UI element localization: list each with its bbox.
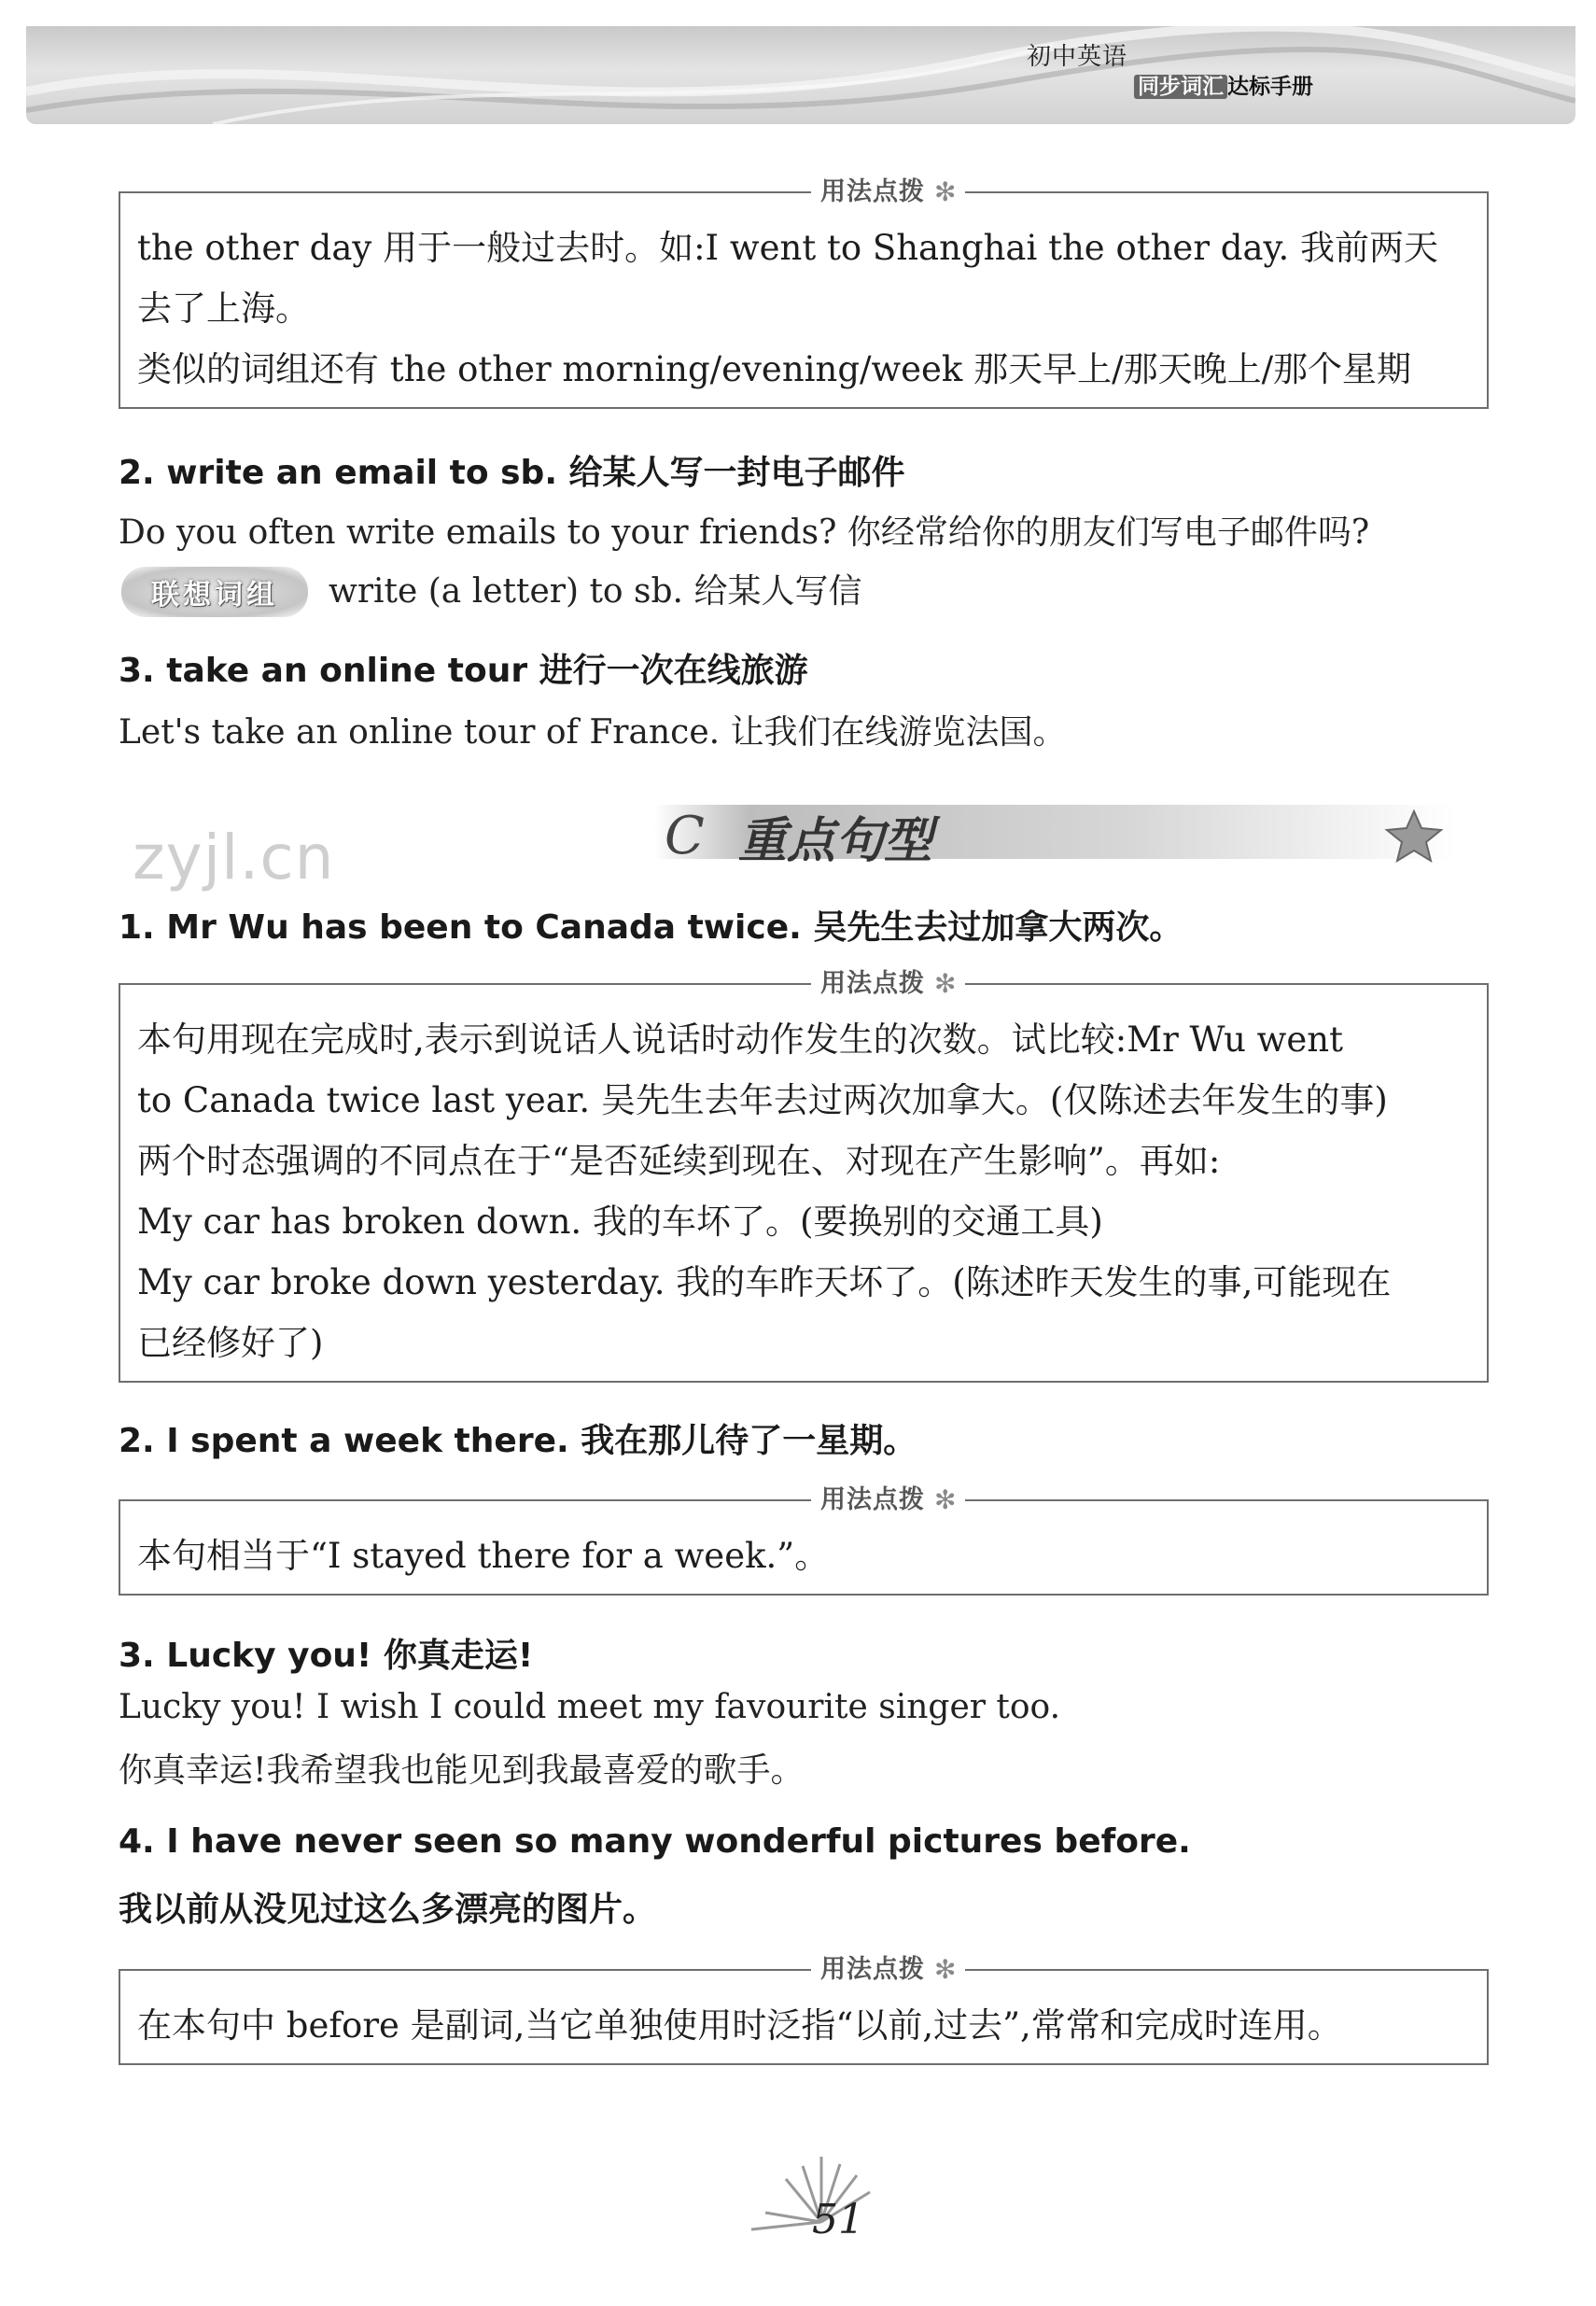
note-line: 已经修好了) [137, 1323, 324, 1363]
section-name: 重点句型 [737, 812, 932, 869]
usage-note-week [119, 1483, 1489, 1596]
book-series-title [1134, 69, 1313, 100]
section-letter: C [665, 806, 705, 866]
link-phrase-text: write (a letter) to sb. 给某人写信 [329, 572, 862, 611]
usage-note-label: 用法点拨 [820, 1484, 925, 1514]
sentence-example-cn-3: 你真幸运!我希望我也能见到我最喜爱的歌手。 [119, 1751, 805, 1790]
header-swoosh-decoration [26, 26, 1575, 124]
book-subject-title: 初中英语 [1027, 43, 1128, 71]
book-series-rest: 达标手册 [1227, 75, 1313, 99]
sentence-heading-3: 3. Lucky you! 你真走运! [119, 1637, 534, 1675]
sentence-heading-2: 2. I spent a week there. 我在那儿待了一星期。 [119, 1422, 917, 1460]
note-line: 本句相当于“I stayed there for a week.”。 [137, 1536, 830, 1576]
phrase-heading-email: 2. write an email to sb. 给某人写一封电子邮件 [119, 454, 905, 492]
phrase-example-email: Do you often write emails to your friends? 你经常给你的朋友们写电子邮件吗? [119, 513, 1370, 552]
snowflake-icon: ✻ [934, 176, 957, 207]
snowflake-icon: ✻ [934, 1483, 957, 1515]
link-phrase-badge: 联想词组 [121, 567, 308, 617]
note-line: 两个时态强调的不同点在于“是否延续到现在、对现在产生影响”。再如: [137, 1141, 1221, 1181]
note-line: 去了上海。 [137, 288, 310, 329]
sentence-heading-4: 4. I have never seen so many wonderful pictures before. [119, 1822, 1191, 1861]
note-line: My car broke down yesterday. 我的车昨天坏了。(陈述昨天发生的事,可能现在 [137, 1262, 1392, 1302]
note-line: 在本句中 before 是副词,当它单独使用时泛指“以前,过去”,常常和完成时连用。 [137, 2005, 1342, 2046]
note-line: My car has broken down. 我的车坏了。(要换别的交通工具) [137, 1202, 1103, 1242]
sentence-heading-1: 1. Mr Wu has been to Canada twice. 吴先生去过加拿大两次。 [119, 908, 1183, 947]
book-series-highlight: 同步词汇 [1134, 75, 1227, 99]
usage-note-twice [119, 967, 1489, 1383]
usage-note-tag [811, 173, 965, 210]
page-header-band [26, 26, 1575, 124]
note-line: 本句用现在完成时,表示到说话人说话时动作发生的次数。试比较:Mr Wu went [137, 1019, 1343, 1060]
usage-note-label: 用法点拨 [820, 1954, 925, 1984]
watermark: zyjl.cn [133, 822, 335, 893]
usage-note-label: 用法点拨 [820, 176, 925, 206]
usage-note-before [119, 1953, 1489, 2065]
star-icon [1381, 808, 1447, 864]
note-line: to Canada twice last year. 吴先生去年去过两次加拿大。(仅陈述去年发生的事) [137, 1080, 1388, 1120]
usage-note-tag [811, 964, 965, 1002]
snowflake-icon: ✻ [934, 967, 957, 999]
page-number: 51 [812, 2196, 864, 2243]
usage-note-tag [811, 1481, 965, 1518]
phrase-example-tour: Let's take an online tour of France. 让我们在线游览法国。 [119, 713, 1067, 752]
usage-note-tag [811, 1950, 965, 1988]
sentence-heading-4-cn: 我以前从没见过这么多漂亮的图片。 [119, 1891, 657, 1929]
usage-note-other-day [119, 176, 1489, 409]
usage-note-label: 用法点拨 [820, 968, 925, 998]
phrase-heading-tour: 3. take an online tour 进行一次在线旅游 [119, 652, 808, 690]
snowflake-icon: ✻ [934, 1953, 957, 1985]
note-line: 类似的词组还有 the other morning/evening/week 那天早上/那天晚上/那个星期 [137, 349, 1412, 389]
note-line: the other day 用于一般过去时。如:I went to Shanghai the other day. 我前两天 [137, 228, 1439, 268]
sentence-example-en-3: Lucky you! I wish I could meet my favourite singer too. [119, 1688, 1061, 1726]
section-title [665, 801, 932, 871]
